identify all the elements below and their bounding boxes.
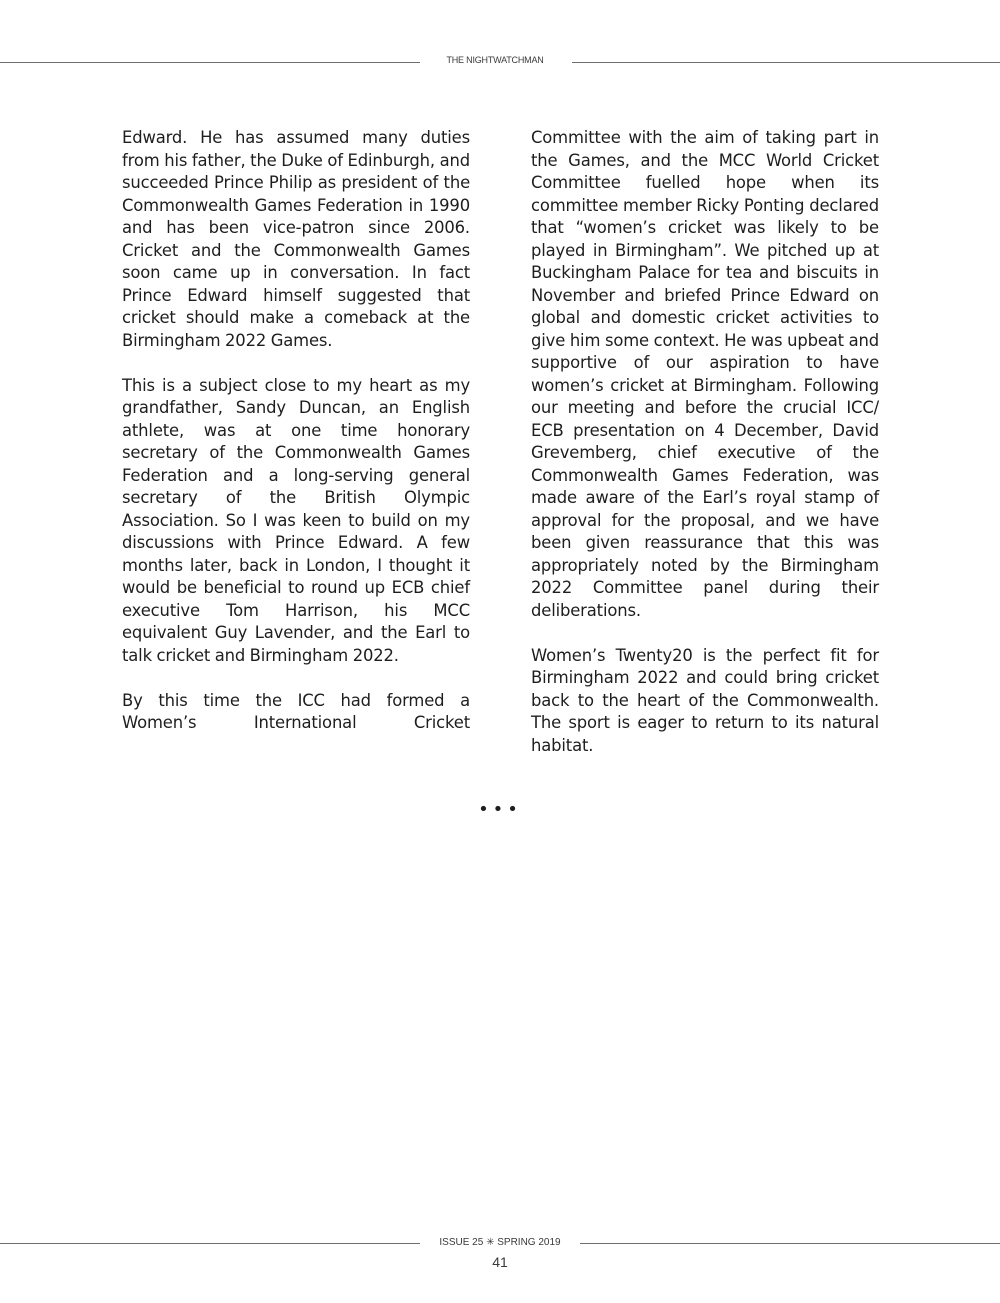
article-column-left [122, 127, 470, 757]
paragraph-left-2: This is a subject close to my heart as my grandfather, Sandy Duncan, an English athlete, was at one time honorary secretary of the Commonwealth Games Federation and a long-serving general secretary of the British Olympic Association. So I was keen to build on my discussions with Prince Edward. A few months later, back in London, I thought it would be beneficial to round up ECB chief executive Tom Harrison, his MCC equivalent Guy Lavender, and the Earl to talk cricket and Birmingham 2022. [122, 375, 470, 665]
page-number: 41 [492, 1254, 508, 1270]
paragraph-right-1: Committee with the aim of taking part in the Games, and the MCC World Cricket Committee fuelled hope when its committee member Ricky Ponting declared that “women’s cricket was likely to be played in Birmingham”. We pitched up at Buckingham Palace for tea and biscuits in November and briefed Prince Edward on global and domestic cricket activities to give him some context. He was upbeat and supportive of our aspiration to have women’s cricket at Birmingham. Following our meeting and before the crucial ICC/ ECB presentation on 4 December, David Grevemberg, chief executive of the Commonwealth Games Federation, was made aware of the Earl’s royal stamp of approval for the proposal, and we have been given reassurance that this was appropriately noted by the Birmingham 2022 Committee panel during their deliberations. [531, 128, 879, 620]
running-header-title: THE NIGHTWATCHMAN [446, 55, 544, 65]
paragraph-left-3: By this time the ICC had formed a Women’s International Cricket [122, 690, 470, 732]
paragraph-left-1: Edward. He has assumed many duties from his father, the Duke of Edinburgh, and succeeded Prince Philip as president of the Commonwealth Games Federation in 1990 and has been vice-patron since 2006. Cricket and the Commonwealth Games soon came up in conversation. In fact Prince Edward himself suggested that cricket should make a comeback at the Birmingham 2022 Games. [122, 128, 470, 350]
article-end-mark: ••• [478, 799, 522, 820]
paragraph-right-2: Women’s Twenty20 is the perfect fit for Birmingham 2022 and could bring cricket back to the heart of the Commonwealth. The sport is eager to return to its natural habitat. [531, 645, 879, 755]
header-rule-left [0, 62, 420, 63]
footer-rule-left [0, 1243, 420, 1244]
issue-label: ISSUE 25 ✳ SPRING 2019 [439, 1237, 561, 1248]
header-rule-right [572, 62, 1000, 63]
article-column-right [531, 127, 879, 780]
footer-rule-right [580, 1243, 1000, 1244]
